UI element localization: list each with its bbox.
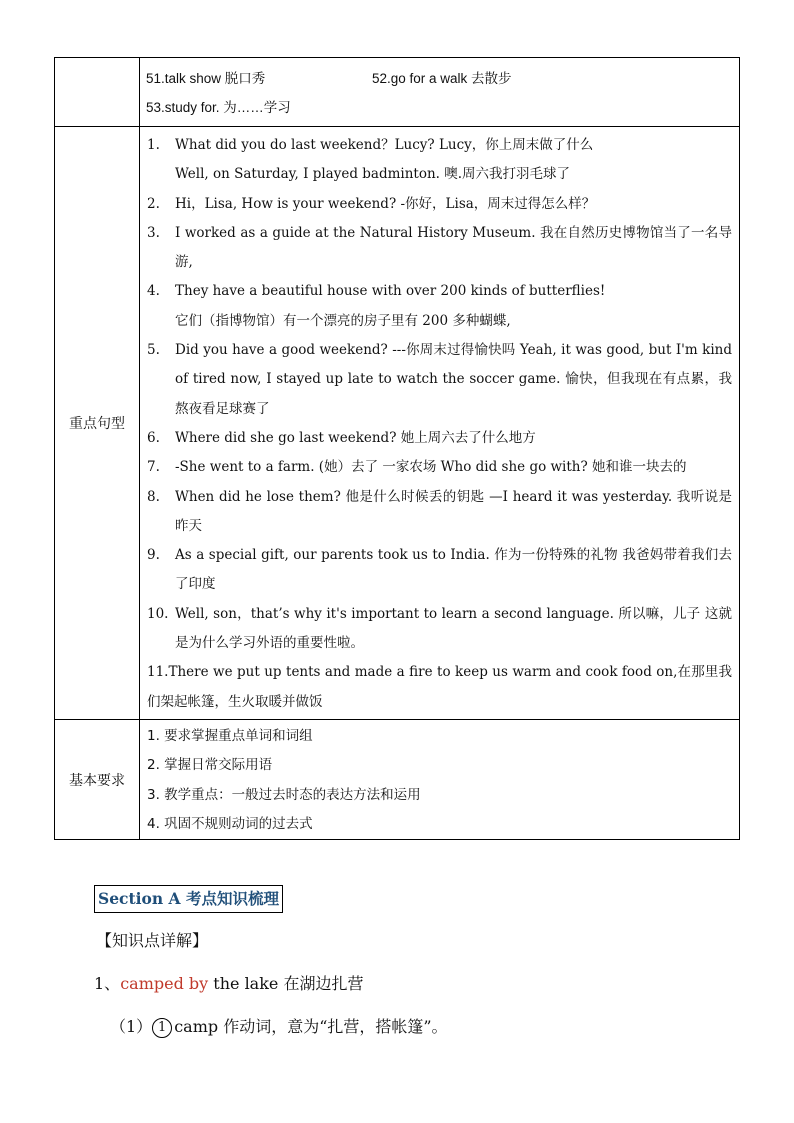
sentence-line: Well, on Saturday, I played badminton. 噢.周六我打羽毛球了: [175, 166, 571, 183]
sentence-item: [147, 131, 732, 190]
sentence-line: Hi，Lisa, How is your weekend? -你好，Lisa，周末过得怎么样？: [175, 195, 596, 212]
vocab-row: [55, 58, 740, 127]
sentence-number: 5.: [147, 342, 160, 359]
sentence-number: 3.: [147, 224, 160, 241]
requirement-item: 1. 要求掌握重点单词和词组: [147, 727, 313, 744]
knowledge-point-heading: 【知识点详解】: [96, 931, 209, 950]
sentence-number: 2.: [147, 195, 160, 212]
sentence-item: [147, 541, 732, 600]
vocab-label-cell: [55, 58, 140, 127]
sentence-number: 6.: [147, 429, 160, 446]
key-sentences-cell: [140, 127, 740, 720]
sentence-line: When did he lose them? 他是什么时候丢的钥匙 —I heard it was yesterday. 我听说是昨天: [175, 488, 732, 534]
requirements-label: 基本要求: [55, 719, 140, 839]
vocab-item: 53.study for. 为……学习: [146, 100, 291, 115]
sentence-number: 10.: [147, 605, 169, 622]
point-number: 1、: [94, 974, 121, 993]
sentence-number: 8.: [147, 488, 160, 505]
vocab-item: 51.talk show 脱口秀: [146, 71, 266, 86]
point-text: the lake 在湖边扎营: [208, 974, 364, 993]
sentence-number: 1.: [147, 137, 160, 153]
sentence-line: Where did she go last weekend? 她上周六去了什么地方: [175, 429, 536, 446]
sentence-item: [147, 424, 732, 453]
sentence-line: Well, son，that’s why it's important to learn a second language. 所以嘛，儿子 这就是为什么学习外语的重要性啦。: [175, 605, 732, 652]
sub-text: camp 作动词，意为“扎营，搭帐篷”。: [174, 1017, 448, 1036]
sentence-item: [147, 190, 732, 219]
sentence-number: 4.: [147, 283, 160, 300]
sentence-line: 它们（指博物馆）有一个漂亮的房子里有 200 多种蝴蝶,: [175, 312, 511, 329]
sub-point-1: [110, 1014, 448, 1038]
highlighted-phrase: camped by: [120, 974, 209, 993]
sentence-item: [147, 277, 732, 336]
sentence-item: [147, 600, 732, 659]
sentence-number: 9.: [147, 547, 160, 564]
sentence-item: [147, 453, 732, 482]
circled-number-icon: 1: [152, 1018, 172, 1038]
sentence-line: As a special gift, our parents took us to India. 作为一份特殊的礼物 我爸妈带着我们去了印度: [175, 547, 732, 593]
requirement-item: 3. 教学重点：一般过去时态的表达方法和运用: [147, 786, 421, 803]
key-sentences-label: 重点句型: [55, 127, 140, 720]
key-sentences-row: [55, 127, 740, 720]
point-1: [94, 971, 363, 994]
requirements-row: [55, 719, 740, 839]
section-title: Section A 考点知识梳理: [94, 885, 283, 913]
sentence-item: [147, 336, 732, 424]
sentence-line: What did you do last weekend？Lucy? Lucy，你上周末做了什么: [175, 137, 594, 153]
sub-prefix: （1）: [110, 1017, 153, 1036]
vocab-item: 52.go for a walk 去散步: [372, 71, 512, 86]
sentence-item: [147, 483, 732, 542]
requirement-item: 4. 巩固不规则动词的过去式: [147, 815, 313, 832]
sentence-number: 7.: [147, 459, 160, 476]
sentence-line: I worked as a guide at the Natural History Museum. 我在自然历史博物馆当了一名导游,: [175, 224, 732, 271]
sentence-line: They have a beautiful house with over 200 kinds of butterflies!: [175, 283, 606, 300]
requirements-cell: [140, 719, 740, 839]
sentence-item-11: 11.There we put up tents and made a fire to keep us warm and cook food on,在那里我们架起帐篷，生火取暖并做饭: [147, 664, 732, 710]
sentence-line: -She went to a farm. (她）去了 一家农场 Who did she go with? 她和谁一块去的: [175, 459, 687, 476]
lesson-table: [54, 57, 740, 840]
vocab-cell: [140, 58, 740, 127]
sentence-line: Did you have a good weekend? ---你周末过得愉快吗 Yeah, it was good, but I'm kind of tired now, I stayed up late to watch the soccer game. 愉快，但我现在有点累，我熬夜看足球赛了: [175, 342, 732, 417]
requirement-item: 2. 掌握日常交际用语: [147, 757, 273, 774]
sentence-item: [147, 219, 732, 278]
